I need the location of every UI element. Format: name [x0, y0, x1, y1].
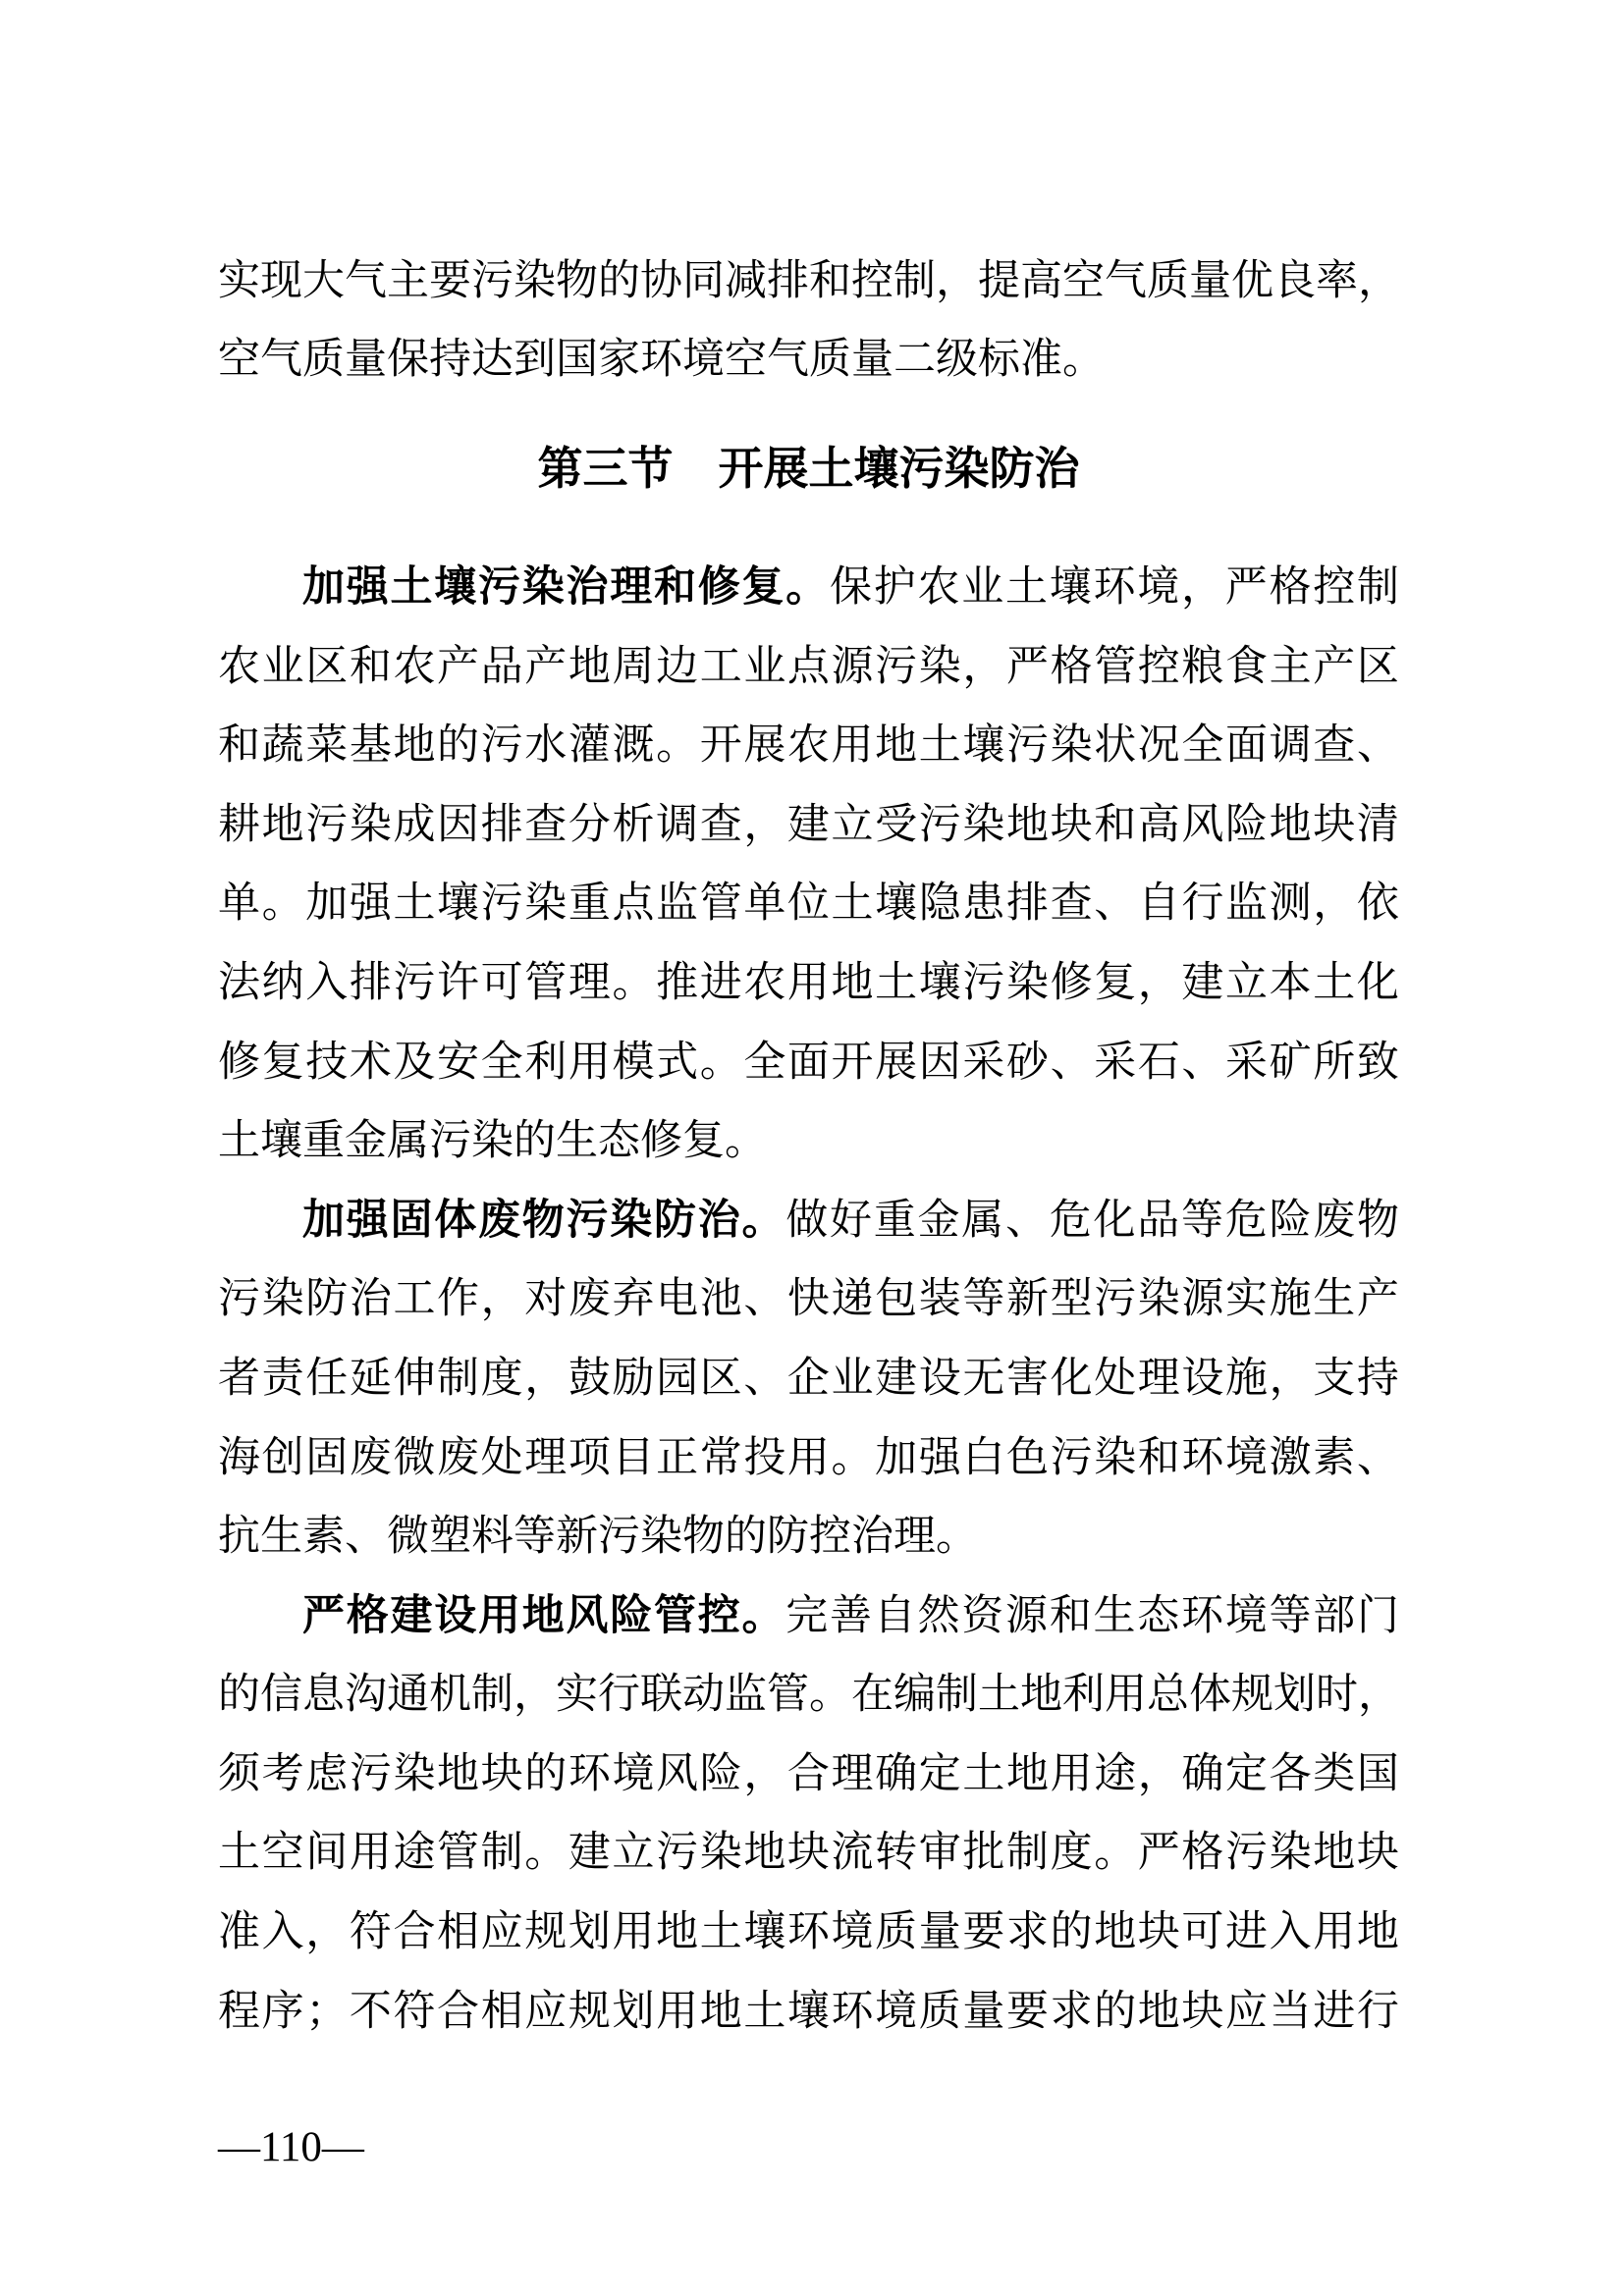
text-line: 者 责 任 延 伸 制 度 ， 鼓 励 园 区 、 企 业 建 设 无 害 化 处 理 设 施 ， 支 持 — [218, 1355, 1399, 1402]
text-line: 海 创 固 废 微 废 处 理 项 目 正 常 投 用 。 加 强 白 色 污 染 和 环 境 激 素 、 — [218, 1434, 1399, 1481]
text-line: 程 序 ； 不 符 合 相 应 规 划 用 地 土 壤 环 境 质 量 要 求 的 地 块 应 当 进 行 — [218, 1988, 1399, 2035]
text-line: 抗 生 素 、 微 塑 料 等 新 污 染 物 的 防 控 治 理 。 — [218, 1514, 978, 1561]
text-line: 严 格 建 设 用 地 风 险 管 控 。 完 善 自 然 资 源 和 生 态 环 境 等 部 门 — [302, 1591, 1399, 1639]
section-heading: 第三节 开展土壤污染防治 — [537, 443, 1080, 495]
page-number: —110— — [218, 2124, 364, 2170]
text-line: 实 现 大 气 主 要 污 染 物 的 协 同 减 排 和 控 制 ， 提 高 空 气 质 量 优 良 率 ， — [218, 257, 1400, 304]
text-line: 修 复 技 术 及 安 全 利 用 模 式 。 全 面 开 展 因 采 砂 、 采 石 、 采 矿 所 致 — [218, 1039, 1399, 1086]
text-line: 准 入 ， 符 合 相 应 规 划 用 地 土 壤 环 境 质 量 要 求 的 地 块 可 进 入 用 地 — [218, 1909, 1399, 1956]
text-line: 污 染 防 治 工 作 ， 对 废 弃 电 池 、 快 递 包 装 等 新 型 污 染 源 实 施 生 产 — [218, 1276, 1399, 1323]
text-line: 加 强 固 体 废 物 污 染 防 治 。 做 好 重 金 属 、 危 化 品 等 危 险 废 物 — [302, 1196, 1399, 1244]
text-line: 耕 地 污 染 成 因 排 查 分 析 调 查 ， 建 立 受 污 染 地 块 和 高 风 险 地 块 清 — [218, 801, 1399, 848]
text-line: 法 纳 入 排 污 许 可 管 理 。 推 进 农 用 地 土 壤 污 染 修 复 ， 建 立 本 土 化 — [218, 959, 1399, 1006]
text-block — [218, 241, 1399, 2051]
paragraphs-block — [218, 548, 1399, 2051]
text-line: 须 考 虑 污 染 地 块 的 环 境 风 险 ， 合 理 确 定 土 地 用 途 ， 确 定 各 类 国 — [218, 1750, 1399, 1797]
text-line: 单 。 加 强 土 壤 污 染 重 点 监 管 单 位 土 壤 隐 患 排 查 、 自 行 监 测 ， 依 — [218, 881, 1399, 928]
text-line: 空 气 质 量 保 持 达 到 国 家 环 境 空 气 质 量 二 级 标 准 。 — [218, 337, 1105, 384]
text-line: 农 业 区 和 农 产 品 产 地 周 边 工 业 点 源 污 染 ， 严 格 管 控 粮 食 主 产 区 — [218, 643, 1399, 690]
text-line: 的 信 息 沟 通 机 制 ， 实 行 联 动 监 管 。 在 编 制 土 地 利 用 总 体 规 划 时 ， — [218, 1672, 1400, 1719]
intro-block — [218, 241, 1399, 400]
text-line: 加 强 土 壤 污 染 治 理 和 修 复 。 保 护 农 业 土 壤 环 境 ， 严 格 控 制 — [302, 562, 1399, 611]
text-line: 土 壤 重 金 属 污 染 的 生 态 修 复 。 — [218, 1118, 767, 1165]
text-line: 和 蔬 菜 基 地 的 污 水 灌 溉 。 开 展 农 用 地 土 壤 污 染 状 况 全 面 调 查 、 — [218, 722, 1399, 770]
text-line: 土 空 间 用 途 管 制 。 建 立 污 染 地 块 流 转 审 批 制 度 。 严 格 污 染 地 块 — [218, 1830, 1399, 1877]
